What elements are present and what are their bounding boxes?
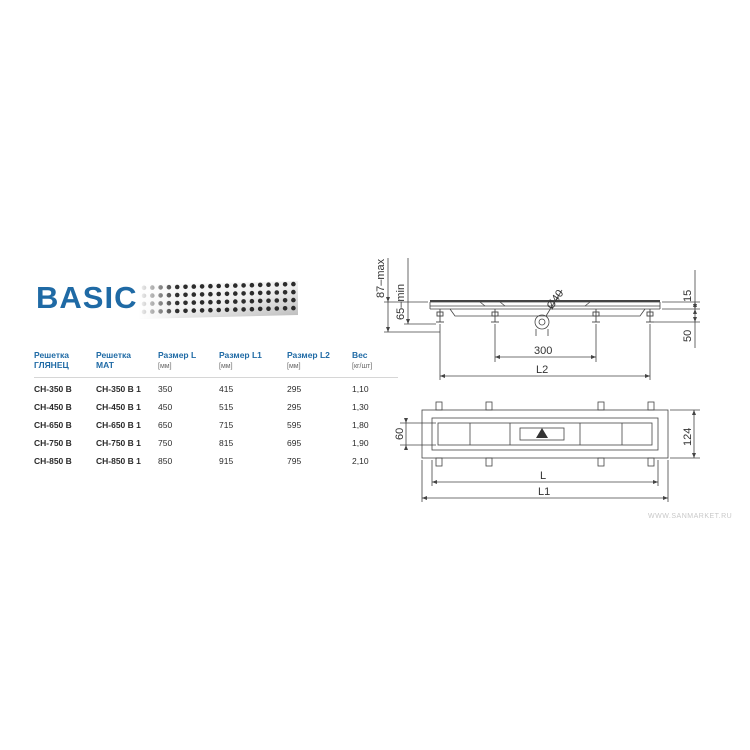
technical-drawing [360,250,750,510]
table-cell: CH-350 B [34,384,72,394]
table-cell: 750 [158,438,173,448]
table-row [34,452,398,470]
column-header: Размер L [мм] [158,350,219,378]
dim-l1: L1 [538,486,551,498]
grate-image [138,281,298,319]
dim-diameter: Ø40 [544,287,567,312]
column-header: Размер L2 [мм] [287,350,352,378]
table-cell: 515 [219,402,234,412]
dim-outlet-distance: 300 [534,345,553,357]
dim-l2: L2 [536,364,549,376]
table-cell: 350 [158,384,173,394]
table-cell: 795 [287,456,302,466]
dim-grate-height: 15 [682,289,694,302]
table-cell: 295 [287,402,302,412]
table-cell: CH-850 B [34,456,72,466]
dim-width-inner: 60 [394,427,406,440]
dim-l: L [540,470,547,482]
table-row [34,378,398,399]
table-cell: CH-650 B 1 [96,420,141,430]
column-header: Вес [кг/шт] [352,350,398,378]
table-cell: 1,10 [352,384,369,394]
table-cell: 295 [287,384,302,394]
table-header-row [34,350,398,378]
table-cell: CH-450 B [34,402,72,412]
table-cell: CH-350 B 1 [96,384,141,394]
table-cell: 595 [287,420,302,430]
table-cell: 1,80 [352,420,369,430]
column-header: Размер L1 [мм] [219,350,287,378]
table-row [34,398,398,416]
table-cell: 815 [219,438,234,448]
table-cell: 650 [158,420,173,430]
table-cell: CH-750 B 1 [96,438,141,448]
table-cell: 715 [219,420,234,430]
side-view [384,258,700,380]
product-title: BASIC [36,280,138,315]
table-cell: 695 [287,438,302,448]
dim-min-height: 65–min [395,283,407,320]
table-cell: 1,90 [352,438,369,448]
column-header: Решетка МАТ [96,350,158,378]
watermark: WWW.SANMARKET.RU [648,513,733,520]
table-cell: 415 [219,384,234,394]
table-cell: 450 [158,402,173,412]
table-cell: 1,30 [352,402,369,412]
column-header: Решетка ГЛЯНЕЦ [34,350,96,378]
table-cell: CH-850 B 1 [96,456,141,466]
table-cell: CH-650 B [34,420,72,430]
table-cell: CH-750 B [34,438,72,448]
table-row [34,434,398,452]
dim-max-height: 87–max [375,258,387,298]
table-cell: CH-450 B 1 [96,402,141,412]
dim-body-height: 50 [682,329,694,342]
table-cell: 2,10 [352,456,369,466]
table-row [34,416,398,434]
table-cell: 915 [219,456,234,466]
dim-width-outer: 124 [682,427,694,446]
spec-table [34,350,398,470]
table-cell: 850 [158,456,173,466]
